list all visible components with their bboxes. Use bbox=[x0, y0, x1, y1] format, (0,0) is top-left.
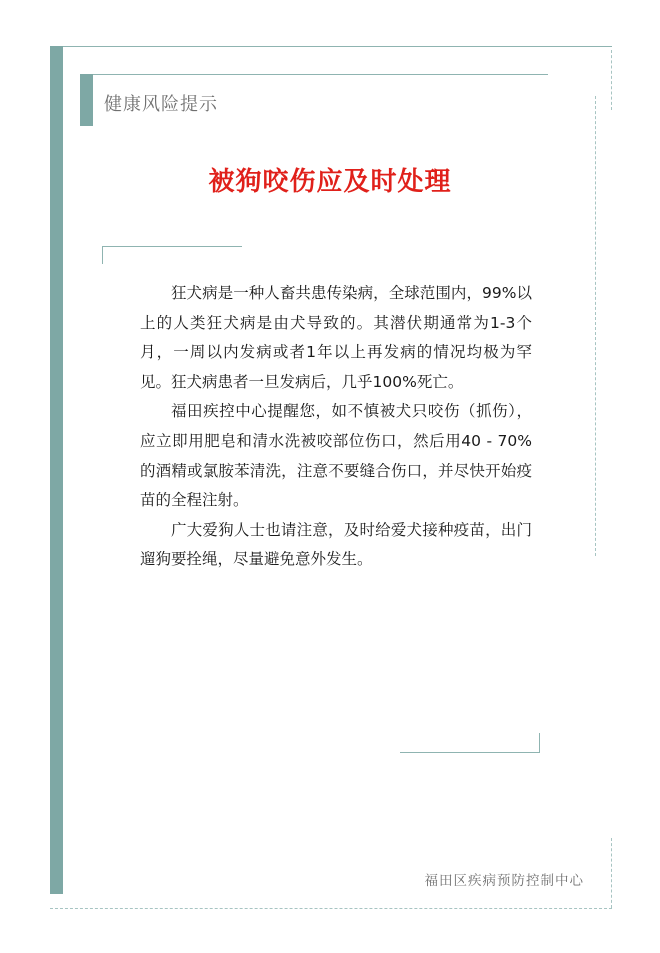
frame-right-bottom-dashed-line bbox=[611, 838, 612, 908]
corner-bracket-bottom-right bbox=[400, 733, 540, 753]
inner-top-line bbox=[80, 74, 548, 75]
page-title: 被狗咬伤应及时处理 bbox=[208, 167, 452, 197]
article-paragraph: 福田疾控中心提醒您，如不慎被犬只咬伤（抓伤），应立即用肥皂和清水洗被咬部位伤口，然后用40 - 70%的酒精或氯胺苯清洗，注意不要缝合伤口，并尽快开始疫苗的全程注射。 bbox=[140, 402, 532, 510]
frame-right-dashed-line bbox=[611, 50, 612, 110]
footer-organization: 福田区疾病预防控制中心 bbox=[424, 873, 584, 889]
article-paragraph: 狂犬病是一种人畜共患传染病，全球范围内，99%以上的人类狂犬病是由犬导致的。其潜伏期通常为1-3个月，一周以内发病或者1年以上再发病的情况均极为罕见。狂犬病患者一旦发病后，几乎100%死亡。 bbox=[140, 284, 532, 391]
article-body bbox=[140, 279, 532, 575]
section-label: 健康风险提示 bbox=[104, 94, 218, 115]
frame-top-line bbox=[50, 46, 612, 47]
corner-bracket-top-left bbox=[102, 246, 242, 264]
frame-bottom-dashed-line bbox=[50, 908, 612, 909]
section-label-accent-bar bbox=[80, 74, 93, 126]
article-paragraph: 广大爱狗人士也请注意，及时给爱犬接种疫苗，出门遛狗要拴绳，尽量避免意外发生。 bbox=[140, 520, 532, 569]
